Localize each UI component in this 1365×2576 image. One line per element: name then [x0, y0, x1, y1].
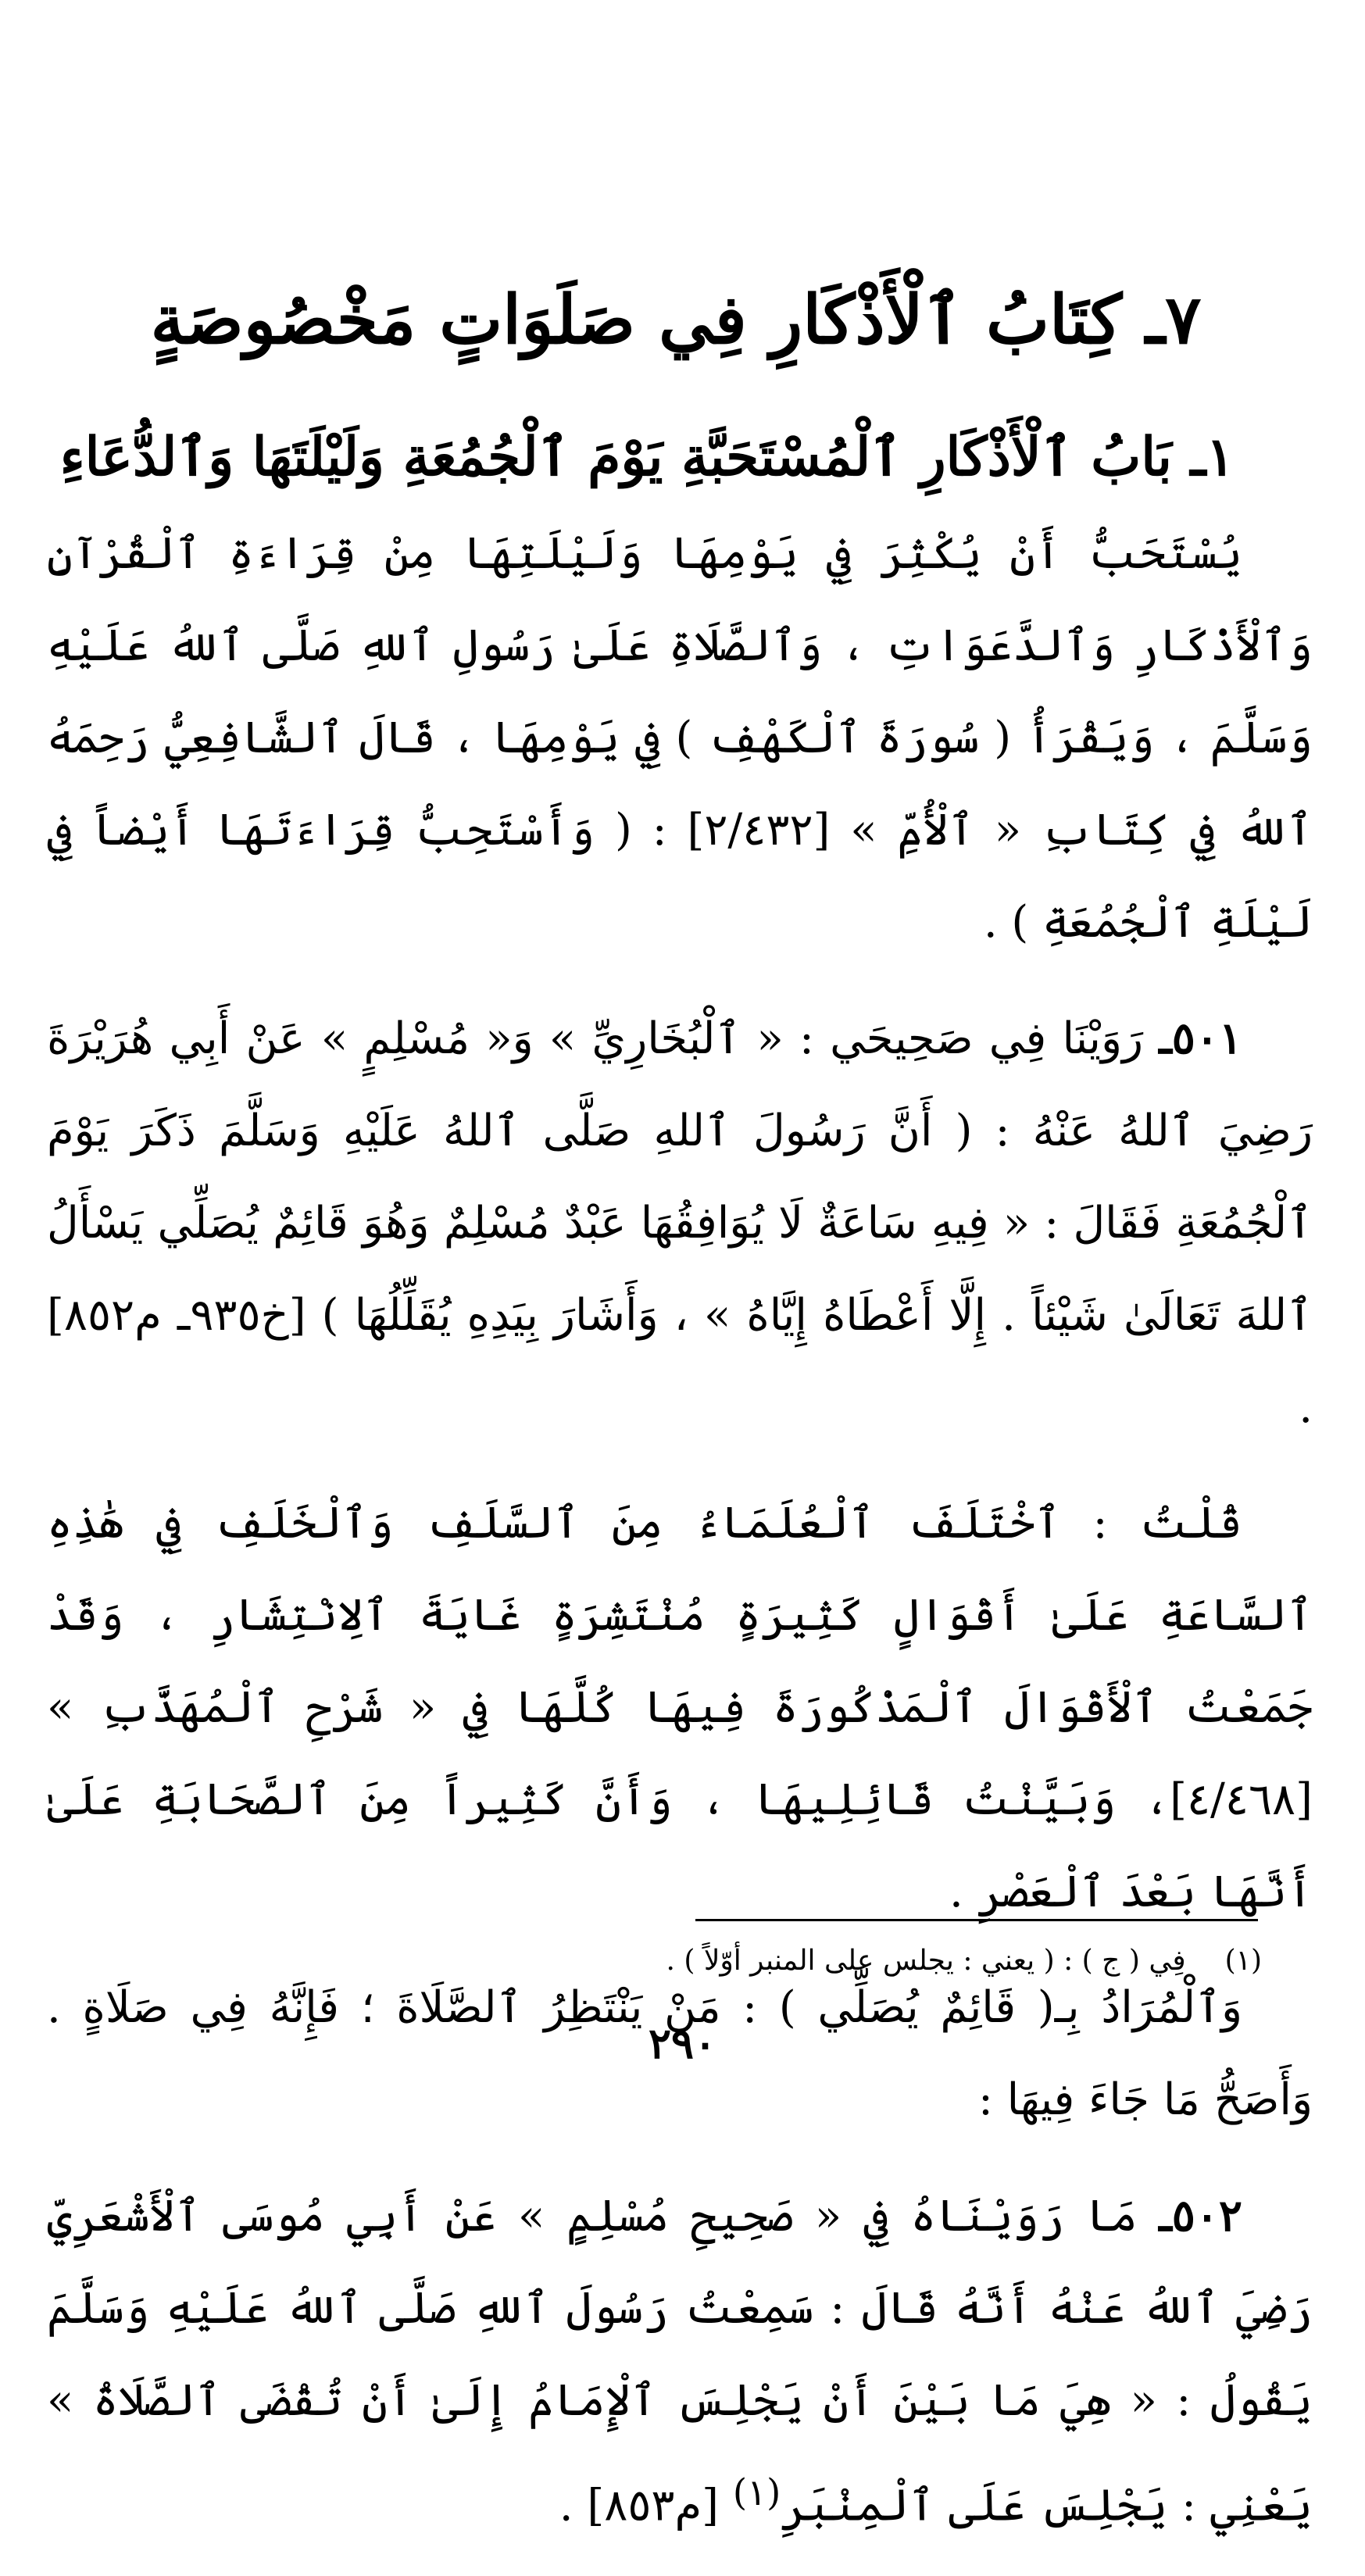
chapter-title: ١ـ بَابُ ٱلْأَذْكَارِ ٱلْمُسْتَحَبَّةِ يَوْمَ ٱلْجُمُعَةِ وَلَيْلَتَهَا وَٱلدُّعَاءِ: [59, 426, 1235, 488]
commentary-paragraph: [47, 1477, 1313, 1938]
hadith-502-paragraph: [47, 2170, 1313, 2553]
paragraph-text: وَٱلْمُرَادُ بِـ( قَائِمٌ يُصَلِّي ) : مَنْ يَنْتَظِرُ ٱلصَّلَاةَ ؛ فَإِنَّهُ فِي صَلَاةٍ . وَأَصَحُّ مَا جَاءَ فِيهَا :: [47, 1982, 1313, 2125]
footnote-marker: (١): [1224, 1945, 1262, 1977]
hadith-number: ٥٠٢ـ: [1159, 2190, 1242, 2242]
footnote: [234, 1938, 1262, 1985]
paragraph-text: قُلْتُ : ٱخْتَلَفَ ٱلْعُلَمَاءُ مِنَ ٱلسَّلَفِ وَٱلْخَلَفِ فِي هَٰذِهِ ٱلسَّاعَةِ عَلَىٰ أَقْوَالٍ كَثِيرَةٍ مُنْتَشِرَةٍ غَايَةَ ٱلِانْتِشَارِ ، وَقَدْ جَمَعْتُ ٱلْأَقْوَالَ ٱلْمَذْكُورَةَ فِيهَا كُلَّهَا فِي « شَرْحِ ٱلْمُهَذَّبِ » [٤/٤٦٨]، وَبَيَّنْتُ قَائِلِيهَا ، وَأَنَّ كَثِيراً مِنَ ٱلصَّحَابَةِ عَلَىٰ أَنَّهَا بَعْدَ ٱلْعَصْرِ .: [47, 1498, 1313, 1917]
footnote-divider: [695, 1919, 1258, 1921]
citation: [م٨٥٣] .: [559, 2480, 720, 2531]
intro-paragraph: [47, 508, 1313, 969]
book-title: ٧ـ كِتَابُ ٱلْأَذْكَارِ فِي صَلَوَاتٍ مَخْصُوصَةٍ: [150, 280, 1202, 359]
paragraph-text: يُسْتَحَبُّ أَنْ يُكْثِرَ فِي يَوْمِهَا وَلَيْلَتِهَا مِنْ قِرَاءَةِ ٱلْقُرْآنِ وَٱلْأَذْكَارِ وَٱلدَّعَوَاتِ ، وَٱلصَّلَاةِ عَلَىٰ رَسُولِ ٱللهِ صَلَّى ٱللهُ عَلَيْهِ وَسَلَّمَ ، وَيَقْرَأُ ( سُورَةَ ٱلْكَهْفِ ) فِي يَوْمِهَا ، قَالَ ٱلشَّافِعِيُّ رَحِمَهُ ٱللهُ فِي كِتَابِ « ٱلْأُمِّ » [٢/٤٣٢] : ( وَأَسْتَحِبُّ قِرَاءَتَهَا أَيْضاً فِي لَيْلَةِ ٱلْجُمُعَةِ ) .: [47, 528, 1313, 948]
body-text: [47, 508, 1313, 2576]
footnote-reference[interactable]: (١): [732, 2472, 781, 2514]
paragraph-text: مَا رَوَيْنَاهُ فِي « صَحِيحِ مُسْلِمٍ » عَنْ أَبِي مُوسَى ٱلْأَشْعَرِيِّ رَضِيَ ٱللهُ عَنْهُ أَنَّهُ قَالَ : سَمِعْتُ رَسُولَ ٱللهِ صَلَّى ٱللهُ عَلَيْهِ وَسَلَّمَ يَقُولُ : « هِيَ مَا بَيْنَ أَنْ يَجْلِسَ ٱلْإِمَامُ إِلَىٰ أَنْ تُقْضَى ٱلصَّلَاةُ » يَعْنِي : يَجْلِسَ عَلَى ٱلْمِنْبَرِ: [47, 2191, 1313, 2531]
footnote-text: فِي ( ج ) : ( يعني : يجلس على المنبر أوّلاً ) .: [666, 1945, 1186, 1977]
page-number: ٢٩٠: [648, 2018, 716, 2068]
paragraph-text: رَوَيْنَا فِي صَحِيحَي : « ٱلْبُخَارِيِّ » وَ« مُسْلِمٍ » عَنْ أَبِي هُرَيْرَةَ رَضِيَ ٱللهُ عَنْهُ : ( أَنَّ رَسُولَ ٱللهِ صَلَّى ٱللهُ عَلَيْهِ وَسَلَّمَ ذَكَرَ يَوْمَ ٱلْجُمُعَةِ فَقَالَ : « فِيهِ سَاعَةٌ لَا يُوَافِقُهَا عَبْدٌ مُسْلِمٌ وَهُوَ قَائِمٌ يُصَلِّي يَسْأَلُ ٱللهَ تَعَالَىٰ شَيْئاً . إِلَّا أَعْطَاهُ إِيَّاهُ » ، وَأَشَارَ بِيَدِهِ يُقَلِّلُهَا ) [خ٩٣٥ـ م٨٥٢] .: [47, 1013, 1313, 1433]
hadith-number: ٥٠١ـ: [1159, 1013, 1242, 1064]
hadith-501-paragraph: [47, 992, 1313, 1454]
